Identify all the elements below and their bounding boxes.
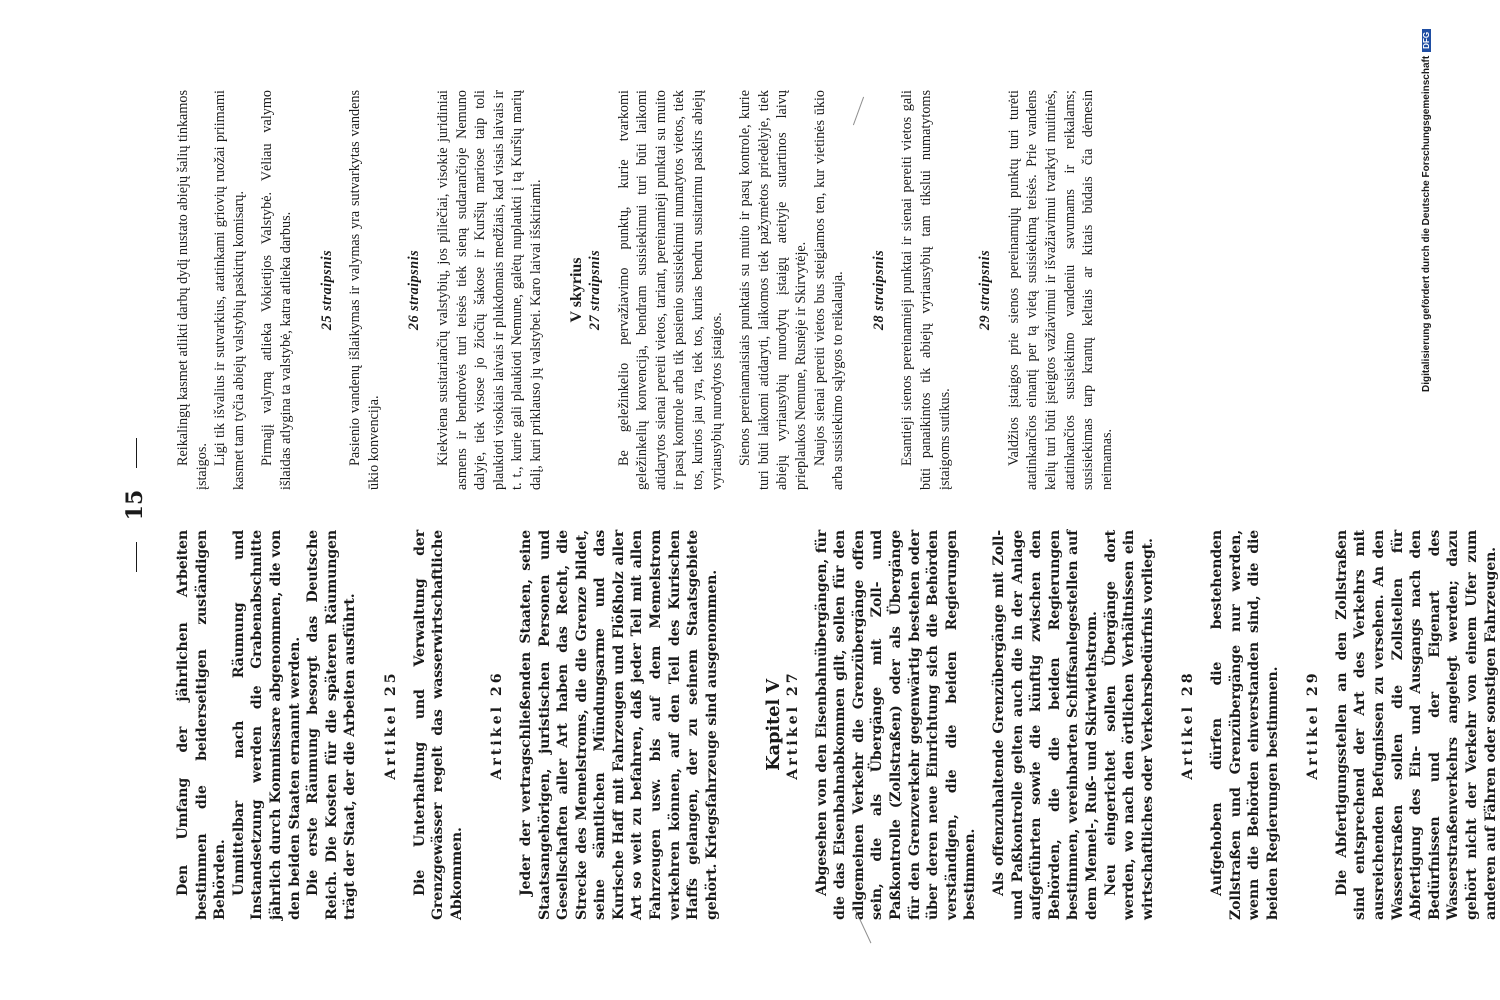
lt-article-29-heading: 29 straipsnis	[977, 249, 994, 331]
de-chapter-heading: Kapitel V	[763, 679, 785, 771]
credit-text: Digitalisierung gefördert durch die Deutsche Forschungsgemeinschaft	[1421, 55, 1432, 392]
page-number: 15	[122, 489, 148, 521]
de-paragraph-8: Neu eingerichtet sollen Übergänge dort werden, wo nach den örtlichen Verhältnissen ein wirtschaftliches oder Verkehrsbedürfnis vorliegt.	[1102, 530, 1156, 920]
de-article-28-heading: Artikel 28	[1180, 670, 1197, 780]
lt-paragraph-1: Reikalingų kasmet atlikti darbų dydį nustato abiejų šalių tinkamos įstaigos.	[175, 90, 210, 490]
de-paragraph-9: Aufgehoben dürfen die bestehenden Zollstraßen und Grenzübergänge nur werden, wenn die Behörden einverstanden sind, die die beiden Regierungen bestimmen.	[1208, 530, 1281, 920]
german-column	[174, 530, 1500, 920]
de-article-27-heading: Artikel 27	[785, 670, 802, 780]
de-paragraph-4: Die Unterhaltung und Verwaltung der Grenzgewässer regelt das wasserwirtschaftliche Abkommen.	[411, 530, 465, 920]
lithuanian-column	[174, 90, 1116, 490]
lt-paragraph-3: Pirmąjį valymą atlieka Vokietijos Valstybė. Vėliau valymo išlaidas atlygina ta valstybė, katra atlieka darbus.	[259, 90, 294, 490]
de-paragraph-1: Den Umfang der jährlichen Arbeiten bestimmen die beiderseitigen zuständigen Behörden.	[175, 530, 229, 920]
lt-paragraph-4: Pasienio vandenų išlaikymas ir valymas yra sutvarkytas vandens ūkio konvencija.	[347, 90, 382, 490]
lt-article-28-heading: 28 straipsnis	[870, 249, 887, 331]
lt-paragraph-9: Esantieji sienos pereinamieji punktai ir sienai pereiti vietos gali būti panaikintos tik abiejų vyriausybių tam tikslui numatytoms įstaigoms sutikus.	[899, 90, 953, 490]
lt-paragraph-7: Sienos pereinamaisiais punktais su muito ir pasų kontrole, kurie turi būti laikomi atidaryti, laikomos tiek pažymėtos priedėlyje, tiek abiejų vyriausybių nurodytų įstaigų ateityje sutartinos laivų prieplaukos Nemune, Rusnėje ir Skirvytėje.	[737, 90, 810, 490]
lt-chapter-heading: V skyrius	[567, 257, 585, 323]
de-article-26-heading: Artikel 26	[489, 670, 506, 780]
de-paragraph-7: Als offenzuhaltende Grenzübergänge mit Zoll- und Paßkontrolle gelten auch die in der Anlage aufgeführten sowie die künftig zwischen den Behörden, die die beiden Regierungen bestimmen, vereinbarten Schiffsanlegestellen auf dem Memel-, Ruß- und Skirwiethstrom.	[990, 530, 1100, 920]
de-article-25-heading: Artikel 25	[382, 670, 399, 780]
lt-paragraph-8: Naujos sienai pereiti vietos bus steigiamos ten, kur vietinės ūkio arba susisiekimo sąlygos to reikalauja.	[811, 90, 847, 490]
dfg-logo: DFG	[1422, 29, 1431, 52]
header-dash-left	[136, 542, 137, 572]
de-paragraph-10: Die Abfertigungsstellen an den Zollstraßen sind entsprechend der Art des Verkehrs mit ausreichenden Befugnissen zu versehen. An den Wasserstraßen sollen die Zollstellen für Abfertigung des Ein- und Ausgangs nach den Bedürfnissen und der Eigenart des Wasserstraßenverkehrs angelegt werden; dazu gehört nicht der Verkehr von einem Ufer zum anderen auf Fähren oder sonstigen Fahrzeugen.	[1333, 530, 1499, 920]
de-paragraph-6: Abgesehen von den Eisenbahnübergängen, für die das Eisenbahnabkommen gilt, sollen für den allgemeinen Verkehr die Grenzübergänge offen sein, die als Übergänge mit Zoll- und Paßkontrolle (Zollstraßen) oder als Übergänge für den Grenzverkehr gegenwärtig bestehen oder über deren neue Einrichtung sich die Behörden verständigen, die die beiden Regierungen bestimmen.	[813, 530, 979, 920]
lt-paragraph-6: Be geležinkelio pervažiavimo punktų, kurie tvarkomi geležinkelių konvencija, bendram susisiekimui turi būti laikomi atidarytos sienai pereiti vietos, tariant, pereinamieji punktai su muito ir pasų kontrole arba tik pasienio susisiekimui numatytos vietos, tiek tos, kurios jau yra, tiek tos, kurias bendru susitarimu paskirs abiejų vyriausybių nurodytos įstaigos.	[615, 90, 725, 490]
de-article-29-heading: Artikel 29	[1305, 670, 1322, 780]
lt-article-27-heading: 27 straipsnis	[587, 249, 604, 331]
lt-article-26-heading: 26 straipsnis	[406, 249, 423, 331]
de-paragraph-2: Unmittelbar nach Räumung und Instandsetzung werden die Grabenabschnitte jährlich durch Kommissare abgenommen, die von den beiden Staaten ernannt werden.	[230, 530, 303, 920]
de-paragraph-5: Jeder der vertragschließenden Staaten, seine Staatsangehörigen, juristischen Personen und Gesellschaften aller Art haben das Recht, die Strecke des Memelstroms, die die Grenze bildet, seine sämtlichen Mündungsarme und das Kurische Haff mit Fahrzeugen und Flößholz aller Art so weit zu befahren, daß jeder Teil mit allen Fahrzeugen usw. bis auf dem Memelstrom verkehren können, auf den Teil des Kurischen Haffs gelangen, der zu seinem Staatsgebiete gehört. Kriegsfahrzeuge sind ausgenommen.	[517, 530, 720, 920]
de-paragraph-3: Die erste Räumung besorgt das Deutsche Reich. Die Kosten für die späteren Räumungen trägt der Staat, der die Arbeiten ausführt.	[305, 530, 359, 920]
lt-article-25-heading: 25 straipsnis	[318, 249, 335, 331]
lt-paragraph-2: Ligi tik išvalius ir sutvarkius, atatinkami griovių ruožai priimami kasmet tam tyčia abiejų valstybių paskirtų komisarų.	[212, 90, 247, 490]
header-dash-right	[136, 438, 137, 468]
page-header	[122, 90, 148, 920]
digitization-credit	[1421, 7, 1432, 392]
lt-paragraph-10: Valdžios įstaigos prie sienos pereinamųjų punktų turi turėti atatinkančios einantį per tą vietą susisiekimą teisės. Prie vandens kelių turi būti įsteigtos važiavimui ir išvažiavimui tvarkyti muitinės, atatinkančios susisiekimo vandeniu savumams ir reikalams; susisiekimas tarp krantų keltais ar kitais būdais čia dėmesin neimamas.	[1005, 90, 1115, 490]
lt-paragraph-5: Kiekviena susitariančių valstybių, jos piliečiai, visokie juridiniai asmens ir bendrovės turi teisės tiek sieną sudarančioje Nemuno dalyje, tiek visose jo žiočių šakose ir Kuršių mariose taip toli plaukioti visokiais laivais ir plukdomais medžiais, kad visais laivais ir t. t., kurie gali plaukioti Nemune, galėtų nuplaukti į tą Kuršių marių dalį, kuri priklauso jų valstybei. Karo laivai išskiriami.	[434, 90, 544, 490]
